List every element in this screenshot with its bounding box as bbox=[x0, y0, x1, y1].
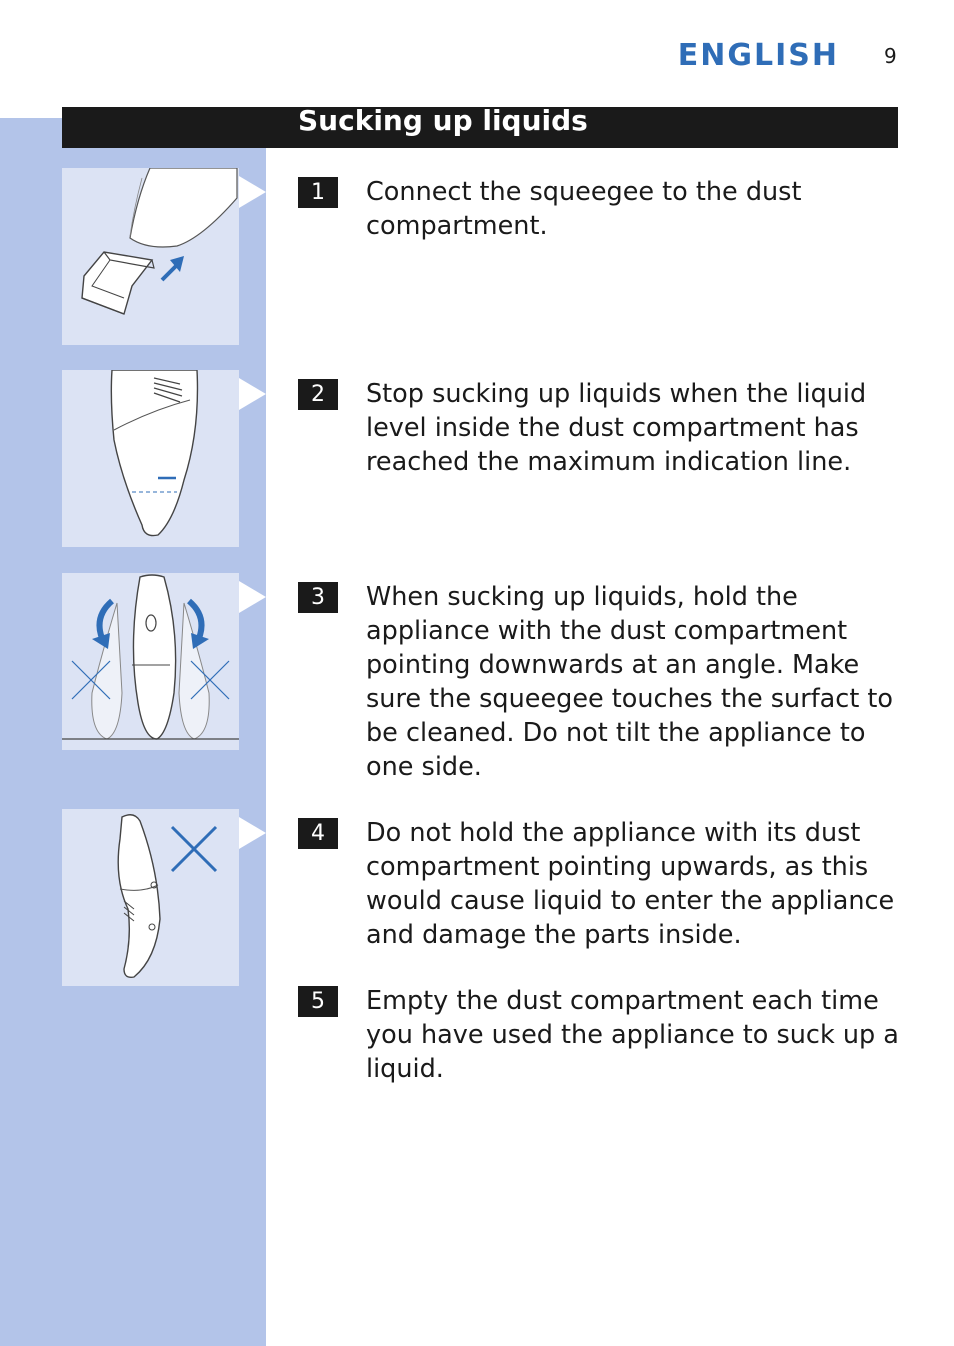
max-level-illustration bbox=[62, 370, 239, 547]
page-number: 9 bbox=[884, 44, 897, 68]
language-label: ENGLISH bbox=[677, 38, 839, 73]
figure-hold-angle bbox=[62, 573, 239, 750]
figure-pointer bbox=[239, 581, 266, 613]
figure-attach-squeegee bbox=[62, 168, 239, 345]
hold-angle-illustration bbox=[62, 573, 239, 750]
figure-pointer bbox=[239, 378, 266, 410]
figure-wrong-orientation bbox=[62, 809, 239, 986]
step-text: Stop sucking up liquids when the liquid level inside the dust compartment has reached the maximum indication line. bbox=[366, 379, 867, 477]
figure-max-level bbox=[62, 370, 239, 547]
step-number: 3 bbox=[298, 582, 338, 613]
step-text: Connect the squeegee to the dust compartment. bbox=[366, 177, 802, 241]
step-text: When sucking up liquids, hold the appliance with the dust compartment pointing downwards at an angle. Make sure the squeegee touches the surfact to be cleaned. Do not tilt the appliance to one side. bbox=[366, 582, 894, 782]
step-number: 1 bbox=[298, 177, 338, 208]
step-text: Do not hold the appliance with its dust compartment pointing upwards, as this would cause liquid to enter the appliance and damage the parts inside. bbox=[366, 818, 895, 950]
squeegee-attach-illustration bbox=[62, 168, 239, 345]
step-number: 4 bbox=[298, 818, 338, 849]
section-title: Sucking up liquids bbox=[298, 104, 588, 137]
wrong-orientation-illustration bbox=[62, 809, 239, 986]
figure-pointer bbox=[239, 176, 266, 208]
step-number: 2 bbox=[298, 379, 338, 410]
figure-pointer bbox=[239, 817, 266, 849]
step-text: Empty the dust compartment each time you have used the appliance to suck up a liquid. bbox=[366, 986, 899, 1084]
step-number: 5 bbox=[298, 986, 338, 1017]
